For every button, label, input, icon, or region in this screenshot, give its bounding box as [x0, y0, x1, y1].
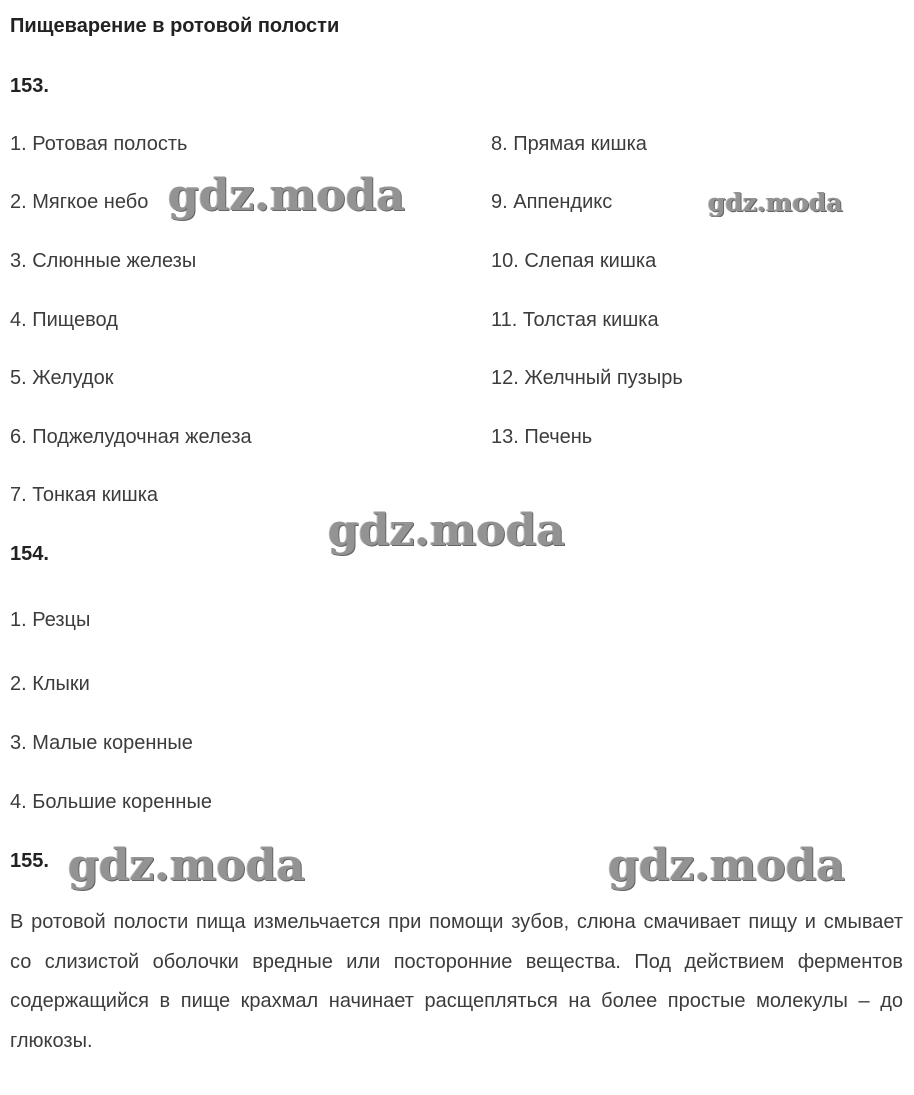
- list-item: 13. Печень: [491, 426, 593, 448]
- list-item: 7. Тонкая кишка: [10, 484, 159, 506]
- watermark: gdz.moda: [168, 170, 406, 221]
- watermark: gdz.moda: [608, 840, 846, 891]
- watermark: gdz.moda: [328, 505, 566, 556]
- list-item: 12. Желчный пузырь: [491, 367, 683, 389]
- list-item: 9. Аппендикс: [491, 191, 613, 213]
- list-item: 10. Слепая кишка: [491, 250, 657, 272]
- list-item: 2. Мягкое небо: [10, 191, 149, 213]
- list-item: 3. Слюнные железы: [10, 250, 197, 272]
- list-item: 4. Большие коренные: [10, 791, 212, 813]
- list-item: 8. Прямая кишка: [491, 133, 647, 155]
- list-item: 11. Толстая кишка: [491, 309, 659, 331]
- list-item: 1. Резцы: [10, 609, 91, 631]
- list-item: 1. Ротовая полость: [10, 133, 188, 155]
- list-item: 3. Малые коренные: [10, 732, 193, 754]
- answer-paragraph: В ротовой полости пища измельчается при помощи зубов, слюна смачивает пищу и смывает со слизистой оболочки вредные или посторонние вещества. Под действием ферментов содержащийся в пище крахмал начинает расщепляться на более простые молекулы – до глюкозы.: [10, 911, 903, 1052]
- page-title: Пищеварение в ротовой полости: [10, 15, 340, 37]
- list-item: 6. Поджелудочная железа: [10, 426, 252, 448]
- section-number-153: 153.: [10, 75, 49, 97]
- list-item: 4. Пищевод: [10, 309, 118, 331]
- list-item: 5. Желудок: [10, 367, 114, 389]
- section-number-155: 155.: [10, 850, 49, 872]
- watermark: gdz.moda: [708, 188, 843, 217]
- watermark: gdz.moda: [68, 840, 306, 891]
- list-item: 2. Клыки: [10, 673, 90, 695]
- section-number-154: 154.: [10, 543, 49, 565]
